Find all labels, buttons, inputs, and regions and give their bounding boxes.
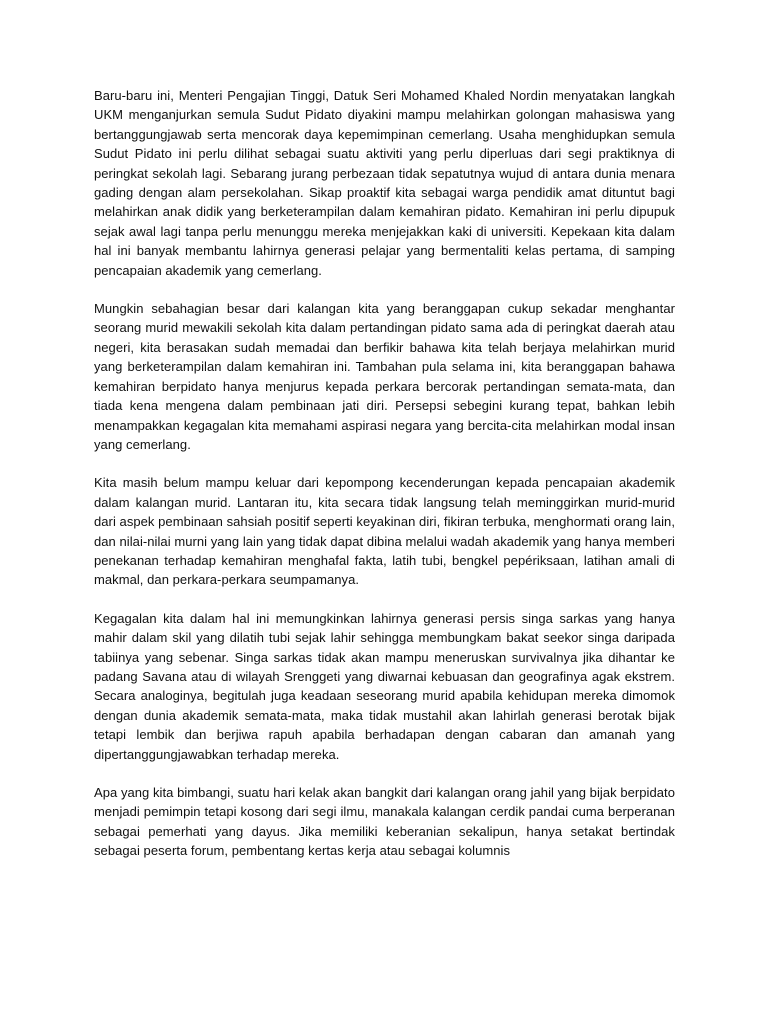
paragraph-3: Kita masih belum mampu keluar dari kepompong kecenderungan kepada pencapaian akademik dalam kalangan murid. Lantaran itu, kita secara tidak langsung telah meminggirkan murid-murid dari aspek pembinaan sahsiah positif seperti keyakinan diri, fikiran terbuka, menghormati orang lain, dan nilai-nilai murni yang lain yang tidak dapat dibina melalui wadah akademik yang hanya memberi penekanan terhadap kemahiran menghafal fakta, latih tubi, bengkel pepériksaan, latihan amali di makmal, dan perkara-perkara seumpamanya. (94, 475, 675, 588)
paragraph-4: Kegagalan kita dalam hal ini memungkinkan lahirnya generasi persis singa sarkas yang hanya mahir dalam skil yang dilatih tubi sejak lahir sehingga membungkam bakat seekor singa daripada tabiinya yang sebenar. Singa sarkas tidak akan mampu meneruskan survivalnya jika dihantar ke padang Savana atau di wilayah Srenggeti yang diwarnai kebuasan dan geografinya agak ekstrem. Secara analoginya, begitulah juga keadaan seseorang murid apabila kehidupan mereka dimomok dengan dunia akademik semata-mata, maka tidak mustahil akan lahirlah generasi berotak bijak tetapi lembik dan berjiwa rapuh apabila berhadapan dengan cabaran dan amanah yang dipertanggungjawabkan terhadap mereka. (94, 610, 675, 762)
paragraph-5: Apa yang kita bimbangi, suatu hari kelak akan bangkit dari kalangan orang jahil yang bijak berpidato menjadi pemimpin tetapi kosong dari segi ilmu, manakala kalangan cerdik pandai cuma berperanan sebagai pemerhati yang dayus. Jika memiliki keberanian sekalipun, hanya setakat bertindak sebagai peserta forum, pembentang kertas kerja atau sebagai kolumnis (94, 785, 675, 859)
document-body (94, 86, 675, 880)
paragraph-2: Mungkin sebahagian besar dari kalangan kita yang beranggapan cukup sekadar menghantar seorang murid mewakili sekolah kita dalam pertandingan pidato sama ada di peringkat daerah atau negeri, kita berasakan sudah memadai dan berfikir bahawa kita telah berjaya melahirkan murid yang berketerampilan dalam kemahiran ini. Tambahan pula selama ini, kita beranggapan bahawa kemahiran berpidato hanya menjurus kepada perkara bercorak pertandingan semata-mata, dan tiada kena mengena dalam pembinaan jati diri. Persepsi sebegini kurang tepat, bahkan lebih menampakkan kegagalan kita memahami aspirasi negara yang bercita-cita melahirkan modal insan yang cemerlang. (94, 301, 675, 452)
paragraph-1: Baru-baru ini, Menteri Pengajian Tinggi, Datuk Seri Mohamed Khaled Nordin menyatakan langkah UKM menganjurkan semula Sudut Pidato diyakini mampu melahirkan golongan mahasiswa yang bertanggungjawab serta mencorak daya kepemimpinan cemerlang. Usaha menghidupkan semula Sudut Pidato ini perlu dilihat sebagai suatu aktiviti yang perlu diperluas dari segi praktiknya di peringkat sekolah lagi. Sebarang jurang perbezaan tidak sepatutnya wujud di antara dunia menara gading dengan alam persekolahan. Sikap proaktif kita sebagai warga pendidik amat dituntut bagi melahirkan anak didik yang berketerampilan dalam kemahiran pidato. Kemahiran ini perlu dipupuk sejak awal lagi tanpa perlu menunggu mereka menjejakkan kaki di universiti. Kepekaan kita dalam hal ini banyak membantu lahirnya generasi pelajar yang bermentaliti kelas pertama, di samping pencapaian akademik yang cemerlang. (94, 88, 675, 278)
